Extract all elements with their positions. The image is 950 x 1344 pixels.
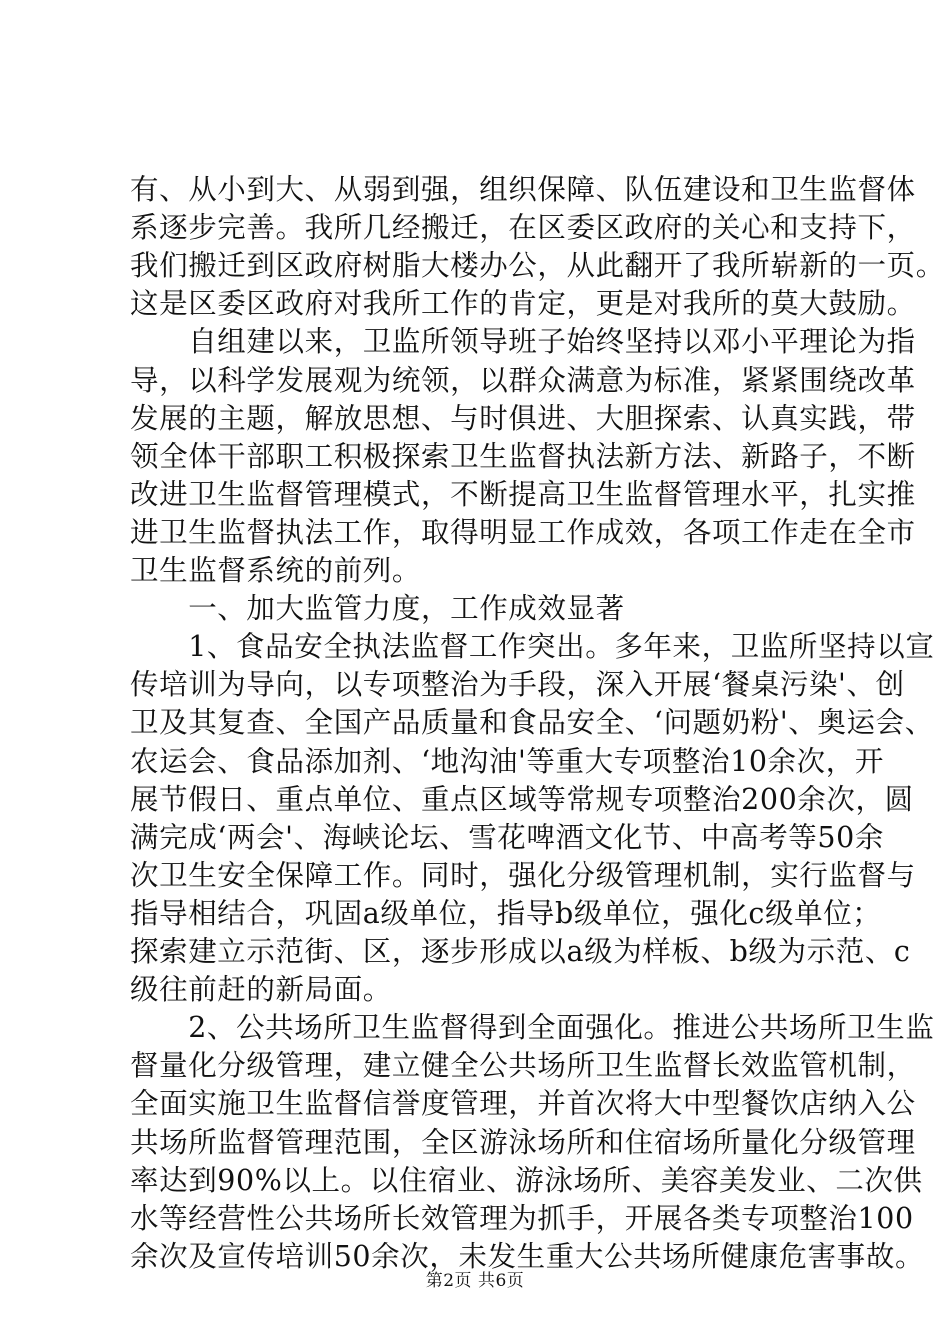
text-line: 级往前赶的新局面。 <box>130 973 392 1006</box>
text-line: 自组建以来，卫监所领导班子始终坚持以邓小平理论为指 <box>130 325 916 358</box>
text-line: 全面实施卫生监督信誉度管理，并首次将大中型餐饮店纳入公 <box>130 1087 916 1120</box>
text-line: 展节假日、重点单位、重点区域等常规专项整治200余次，圆 <box>130 783 914 816</box>
text-line: 满完成‘两会'、海峡论坛、雪花啤酒文化节、中高考等50余 <box>130 821 884 854</box>
page-number-footer: 第2页 共6页 <box>425 1271 525 1291</box>
text-line: 我们搬迁到区政府树脂大楼办公，从此翻开了我所崭新的一页。 <box>130 249 945 282</box>
text-line: 共场所监督管理范围，全区游泳场所和住宿场所量化分级管理 <box>130 1126 916 1159</box>
text-line: 1、食品安全执法监督工作突出。多年来，卫监所坚持以宣 <box>130 630 935 663</box>
text-line: 系逐步完善。我所几经搬迁，在区委区政府的关心和支持下， <box>130 211 916 244</box>
text-line: 2、公共场所卫生监督得到全面强化。推进公共场所卫生监 <box>130 1011 935 1044</box>
text-line: 指导相结合，巩固a级单位，指导b级单位，强化c级单位； <box>130 897 882 930</box>
text-line: 领全体干部职工积极探索卫生监督执法新方法、新路子，不断 <box>130 440 916 473</box>
text-line: 余次及宣传培训50余次，未发生重大公共场所健康危害事故。 <box>130 1240 925 1273</box>
text-line: 有、从小到大、从弱到强，组织保障、队伍建设和卫生监督体 <box>130 173 916 206</box>
text-line: 水等经营性公共场所长效管理为抓手，开展各类专项整治100 <box>130 1202 914 1235</box>
text-line: 探索建立示范街、区，逐步形成以a级为样板、b级为示范、c <box>130 935 911 968</box>
text-line: 卫生监督系统的前列。 <box>130 554 422 587</box>
text-line: 卫及其复查、全国产品质量和食品安全、‘问题奶粉'、奥运会、 <box>130 706 934 739</box>
text-line: 这是区委区政府对我所工作的肯定，更是对我所的莫大鼓励。 <box>130 287 916 320</box>
text-line: 传培训为导向，以专项整治为手段，深入开展‘餐桌污染'、创 <box>130 668 905 701</box>
text-line: 导，以科学发展观为统领，以群众满意为标准，紧紧围绕改革 <box>130 364 916 397</box>
section-heading: 一、加大监管力度，工作成效显著 <box>130 592 625 625</box>
text-line: 农运会、食品添加剂、‘地沟油'等重大专项整治10余次，开 <box>130 745 884 778</box>
text-line: 进卫生监督执法工作，取得明显工作成效，各项工作走在全市 <box>130 516 916 549</box>
text-line: 督量化分级管理，建立健全公共场所卫生监督长效监管机制， <box>130 1049 916 1082</box>
text-line: 改进卫生监督管理模式，不断提高卫生监督管理水平，扎实推 <box>130 478 916 511</box>
text-line: 发展的主题，解放思想、与时俱进、大胆探索、认真实践，带 <box>130 402 916 435</box>
text-line: 率达到90%以上。以住宿业、游泳场所、美容美发业、二次供 <box>130 1164 923 1197</box>
text-line: 次卫生安全保障工作。同时，强化分级管理机制，实行监督与 <box>130 859 916 892</box>
